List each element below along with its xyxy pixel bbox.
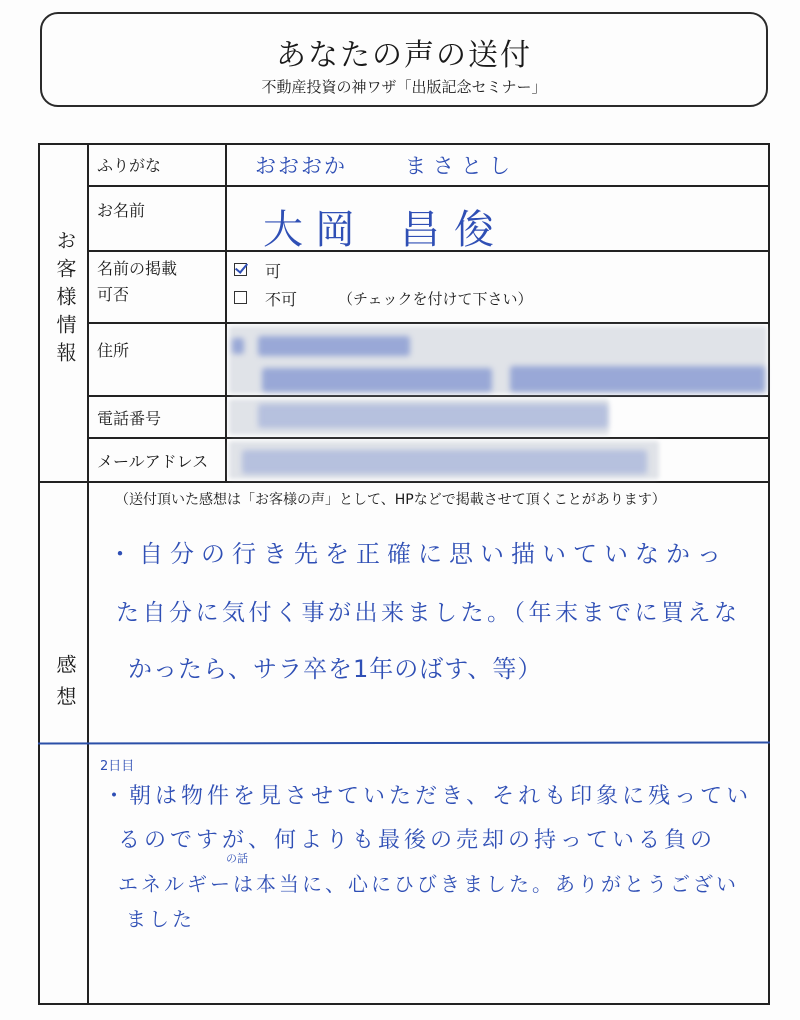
section-label-customer-info: お客様情報 <box>53 230 77 370</box>
consent-no-label: 不可 <box>265 290 298 309</box>
row-divider <box>87 185 770 187</box>
address-redacted-line-2 <box>510 366 765 392</box>
address-redacted-line-1 <box>232 338 244 354</box>
consent-yes-label: 可 <box>265 262 282 281</box>
name-label: お名前 <box>97 201 146 220</box>
form-header <box>40 12 768 107</box>
row-divider <box>87 395 770 397</box>
consent-no-checkbox <box>234 291 247 304</box>
page-subtitle: 不動産投資の神ワザ「出版記念セミナー」 <box>261 78 547 96</box>
page-title: あなたの声の送付 <box>276 38 532 73</box>
email-redacted-value <box>242 450 647 474</box>
address-redacted-line-2 <box>262 368 492 392</box>
section-divider <box>38 481 770 483</box>
day2-heading: 2日目 <box>100 759 135 774</box>
phone-label: 電話番号 <box>97 409 162 428</box>
impression-line: るのですが、何よりも最後の売却の持っている負の <box>118 828 717 853</box>
impression-line: ました <box>126 907 195 931</box>
furigana-given-value: まさとし <box>405 154 517 178</box>
email-label: メールアドレス <box>97 452 209 471</box>
furigana-label: ふりがな <box>97 156 162 175</box>
publish-consent-label: 名前の掲載 可否 <box>97 259 178 304</box>
phone-redacted-value <box>258 404 608 428</box>
furigana-family-value: おおおか <box>255 154 347 178</box>
consent-yes-checkbox <box>234 263 247 276</box>
address-redacted-line-1 <box>258 336 410 356</box>
impression-line: エネルギーは本当に、心にひびきました。ありがとうござい <box>118 872 739 896</box>
inserted-correction-text: の話 <box>226 852 248 865</box>
impression-line: かったら、サラ卒を1年のばす、等） <box>128 655 543 683</box>
impressions-note: （送付頂いた感想は「お客様の声」として、HPなどで掲載させて頂くことがあります） <box>115 492 666 508</box>
row-divider <box>87 322 770 324</box>
consent-instruction: （チェックを付けて下さい） <box>338 290 533 308</box>
name-family-value: 大岡 <box>263 207 367 253</box>
address-label: 住所 <box>97 341 130 360</box>
impression-line: ・自分の行き先を正確に思い描いていなかっ <box>108 540 728 568</box>
section-label-impressions: 感想 <box>53 654 77 718</box>
row-divider <box>87 437 770 439</box>
name-given-value: 昌俊 <box>400 207 508 253</box>
impression-line: た自分に気付く事が出来ました。（年末までに買えな <box>116 600 741 626</box>
label-column-divider <box>225 143 227 482</box>
check-mark-icon <box>235 260 248 274</box>
section-column-divider <box>87 143 89 1005</box>
impression-line: ・朝は物件を見させていただき、それも印象に残ってい <box>103 784 753 809</box>
